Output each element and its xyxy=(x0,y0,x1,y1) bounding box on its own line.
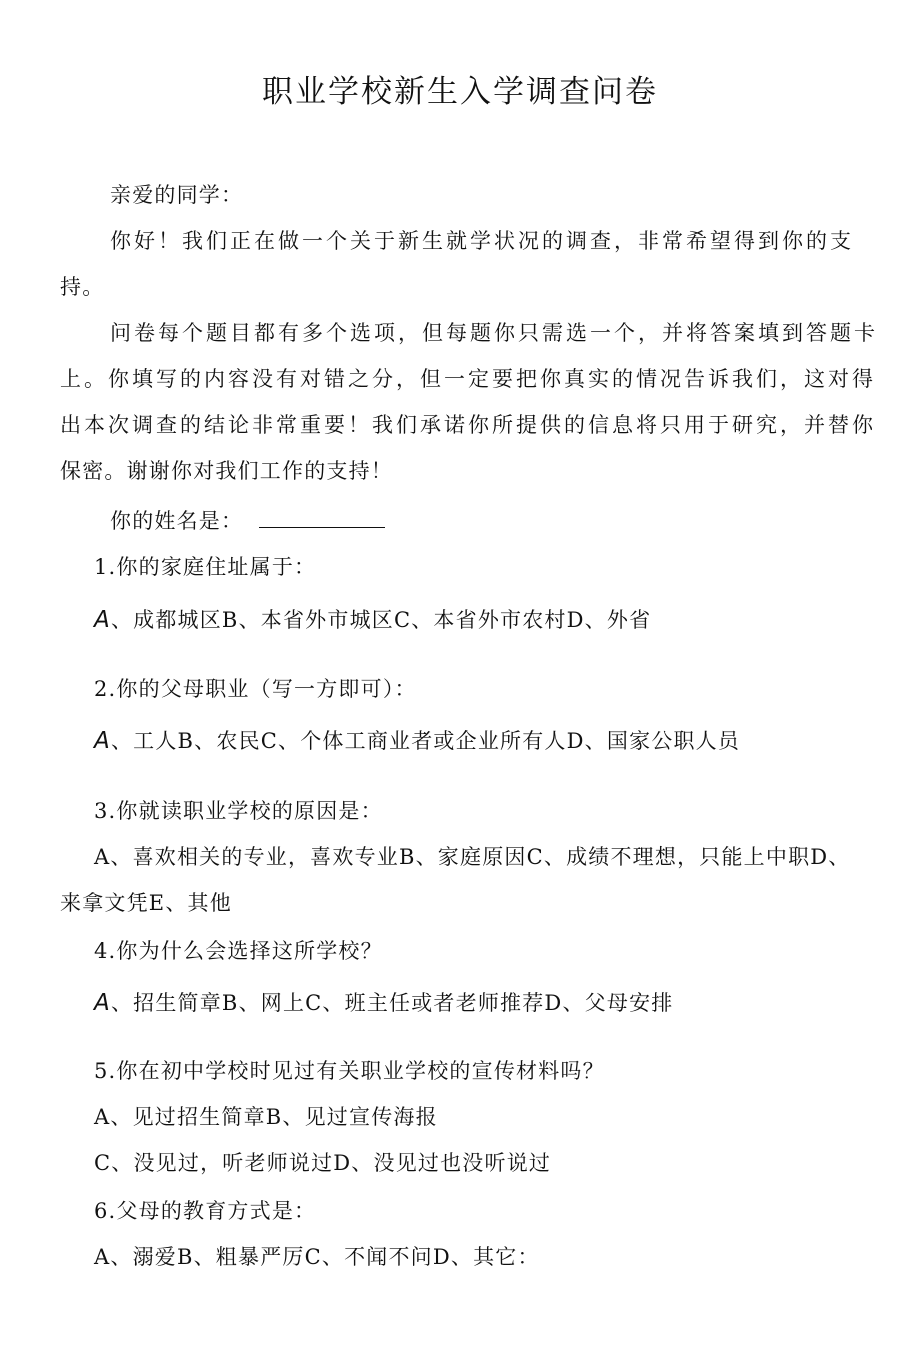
question-5-options-line-2: C、没见过，听老师说过D、没见过也没听说过 xyxy=(94,1151,552,1175)
question-1: 1.你的家庭住址属于： xyxy=(94,555,317,579)
question-6-options: A、溺爱B、粗暴严厉C、不闻不问D、其它： xyxy=(94,1245,540,1269)
name-label: 你的姓名是： xyxy=(110,509,244,533)
option-a-letter: A xyxy=(94,990,111,1016)
question-3-options-line-1: A、喜欢相关的专业，喜欢专业B、家庭原因C、成绩不理想，只能上中职D、 xyxy=(94,845,851,869)
options-text: 、成都城区B、本省外市城区C、本省外市农村D、外省 xyxy=(110,608,652,632)
question-6: 6.父母的教育方式是： xyxy=(94,1199,317,1223)
question-4-options xyxy=(94,988,673,1018)
option-a-letter: A xyxy=(94,607,111,633)
question-1-options xyxy=(94,605,651,635)
intro-paragraph-2-line-4: 保密。谢谢你对我们工作的支持！ xyxy=(60,459,393,483)
options-text: 、工人B、农民C、个体工商业者或企业所有人D、国家公职人员 xyxy=(110,729,741,753)
question-5: 5.你在初中学校时见过有关职业学校的宣传材料吗？ xyxy=(94,1059,605,1083)
name-row xyxy=(110,506,385,536)
intro-paragraph-2-line-2: 上。你填写的内容没有对错之分，但一定要把你真实的情况告诉我们，这对得 xyxy=(60,367,876,391)
intro-paragraph-2-line-1: 问卷每个题目都有多个选项，但每题你只需选一个，并将答案填到答题卡 xyxy=(110,321,878,345)
options-text: 、招生简章B、网上C、班主任或者老师推荐D、父母安排 xyxy=(110,991,674,1015)
question-3: 3.你就读职业学校的原因是： xyxy=(94,799,383,823)
intro-paragraph-1-line-2: 持。 xyxy=(60,275,105,299)
question-2: 2.你的父母职业（写一方即可）： xyxy=(94,677,417,701)
page-title: 职业学校新生入学调查问卷 xyxy=(262,74,658,110)
greeting: 亲爱的同学： xyxy=(110,183,244,207)
question-4: 4.你为什么会选择这所学校？ xyxy=(94,939,383,963)
question-5-options-line-1: A、见过招生简章B、见过宣传海报 xyxy=(94,1105,438,1129)
intro-paragraph-1-line-1: 你好！我们正在做一个关于新生就学状况的调查，非常希望得到你的支 xyxy=(110,229,854,253)
intro-paragraph-2-line-3: 出本次调查的结论非常重要！我们承诺你所提供的信息将只用于研究，并替你 xyxy=(60,413,876,437)
option-a-letter: A xyxy=(94,728,111,754)
question-2-options xyxy=(94,726,740,756)
question-3-options-line-2: 来拿文凭E、其他 xyxy=(60,891,232,915)
name-blank[interactable] xyxy=(259,507,385,528)
